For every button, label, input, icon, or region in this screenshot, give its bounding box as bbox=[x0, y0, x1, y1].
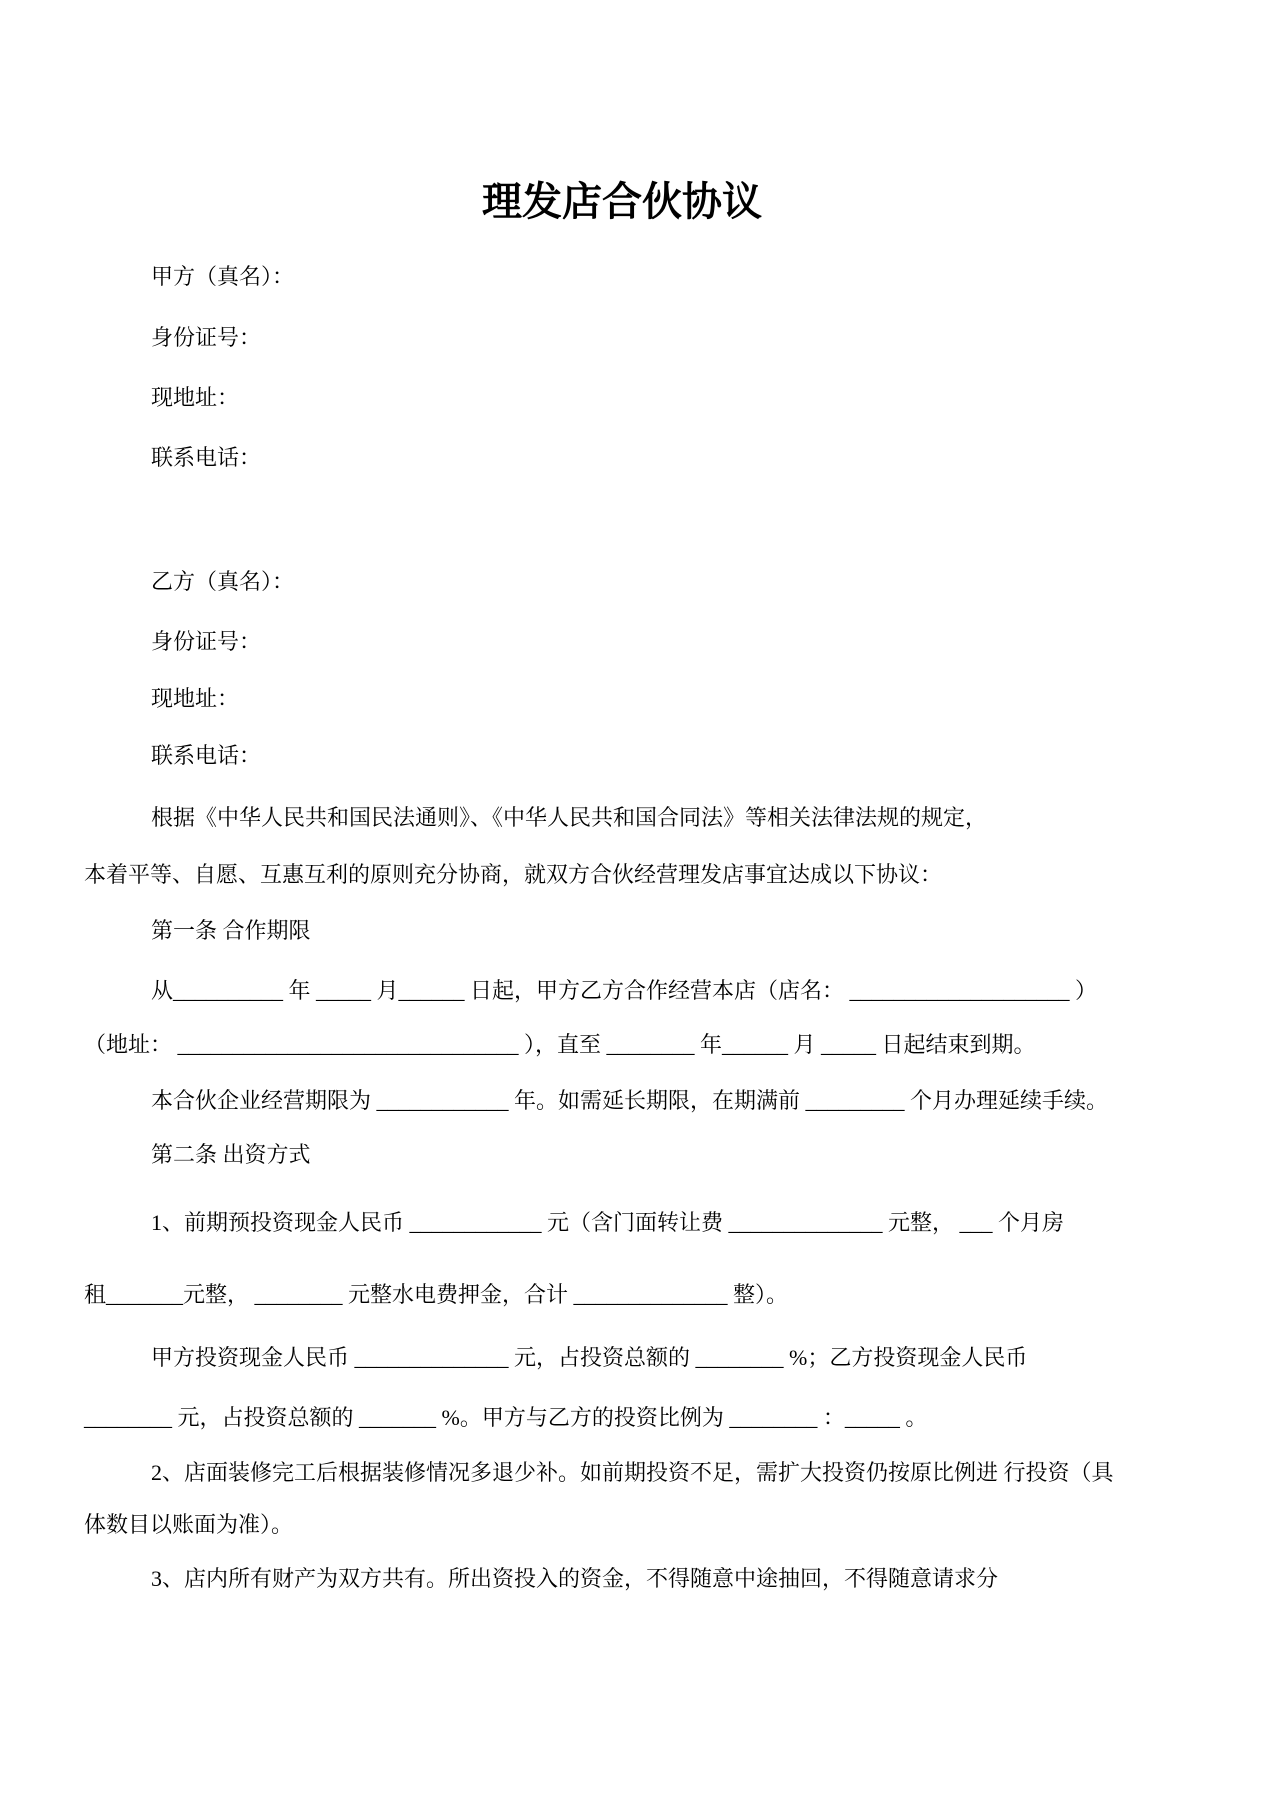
party-a-name-label: 甲方（真名）： bbox=[151, 264, 295, 289]
preamble-line-1: 根据《中华人民共和国民法通则》、《中华人民共和国合同法》等相关法律法规的规定， bbox=[151, 805, 988, 830]
party-a-phone-label: 联系电话： bbox=[151, 445, 262, 470]
party-b-phone-label: 联系电话： bbox=[151, 743, 262, 768]
article-1-term-line-3: 本合伙企业经营期限为 ____________ 年。如需延长期限，在期满前 _________ 个月办理延续手续。 bbox=[151, 1088, 1109, 1113]
article-2-item1-line-3: 甲方投资现金人民币 ______________ 元，占投资总额的 ________ %；乙方投资现金人民币 bbox=[151, 1345, 1028, 1370]
article-1-term-line-2: （地址： _______________________________ ），直至 ________ 年______ 月 _____ 日起结束到期。 bbox=[84, 1032, 1036, 1057]
article-1-heading: 第一条 合作期限 bbox=[151, 918, 311, 943]
article-2-heading: 第二条 出资方式 bbox=[151, 1142, 311, 1167]
preamble-line-2: 本着平等、自愿、互惠互利的原则充分协商，就双方合伙经营理发店事宜达成以下协议： bbox=[84, 862, 943, 887]
article-1-term-line-1: 从__________ 年 _____ 月______ 日起，甲方乙方合作经营本店（店名： ____________________ ） bbox=[151, 978, 1098, 1003]
document-title: 理发店合伙协议 bbox=[482, 179, 762, 224]
party-a-id-label: 身份证号： bbox=[151, 325, 262, 350]
party-a-address-label: 现地址： bbox=[151, 385, 240, 410]
article-2-item2-line-1: 2、店面装修完工后根据装修情况多退少补。如前期投资不足，需扩大投资仍按原比例进 行投资（具 bbox=[151, 1460, 1114, 1485]
article-2-item1-line-2: 租_______元整， ________ 元整水电费押金，合计 ______________ 整）。 bbox=[84, 1282, 789, 1307]
party-b-address-label: 现地址： bbox=[151, 686, 240, 711]
party-b-name-label: 乙方（真名）： bbox=[151, 569, 295, 594]
article-2-item2-line-2: 体数目以账面为准）。 bbox=[84, 1512, 294, 1537]
article-2-item1-line-1: 1、前期预投资现金人民币 ____________ 元（含门面转让费 ______________ 元整， ___ 个月房 bbox=[151, 1210, 1065, 1235]
article-2-item3-line-1: 3、店内所有财产为双方共有。所出资投入的资金，不得随意中途抽回，不得随意请求分 bbox=[151, 1566, 999, 1591]
party-b-id-label: 身份证号： bbox=[151, 629, 262, 654]
article-2-item1-line-4: ________ 元，占投资总额的 _______ %。甲方与乙方的投资比例为 ________ ：_____ 。 bbox=[84, 1405, 928, 1430]
